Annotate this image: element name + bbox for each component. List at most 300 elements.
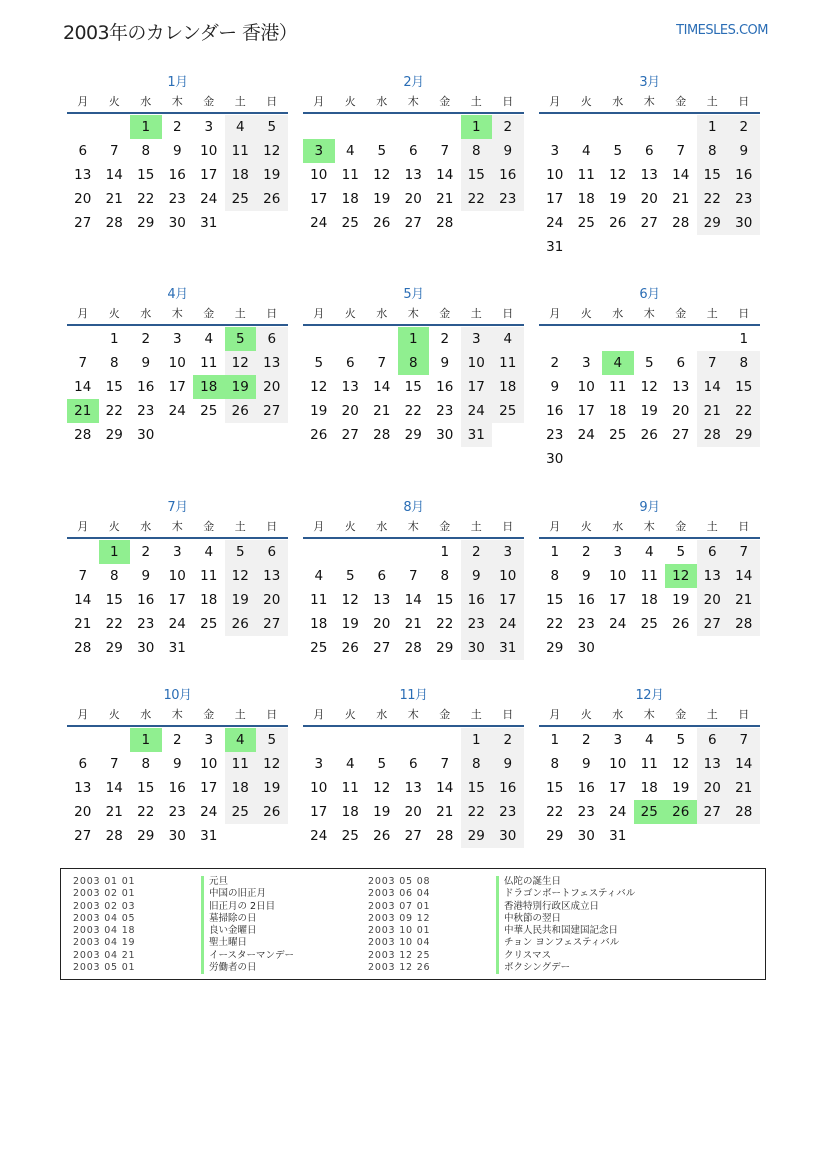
day-cell[interactable]: 27 bbox=[404, 215, 422, 231]
day-cell[interactable]: 26 bbox=[672, 616, 690, 632]
day-cell[interactable]: 21 bbox=[436, 191, 454, 207]
holiday-day-cell[interactable]: 1 bbox=[130, 728, 162, 752]
day-cell[interactable]: 26 bbox=[225, 399, 257, 423]
day-cell[interactable]: 3 bbox=[613, 732, 623, 748]
day-cell[interactable]: 2 bbox=[141, 331, 151, 347]
day-cell[interactable]: 28 bbox=[105, 215, 123, 231]
day-cell[interactable]: 19 bbox=[640, 403, 658, 419]
day-cell[interactable]: 5 bbox=[377, 756, 387, 772]
day-cell[interactable]: 9 bbox=[492, 752, 524, 776]
site-logo[interactable]: TIMESLES.COM bbox=[676, 23, 768, 38]
day-cell[interactable]: 23 bbox=[168, 191, 186, 207]
day-cell[interactable]: 24 bbox=[492, 612, 524, 636]
day-cell[interactable]: 12 bbox=[310, 379, 328, 395]
day-cell[interactable]: 8 bbox=[461, 752, 493, 776]
day-cell[interactable]: 4 bbox=[204, 331, 214, 347]
day-cell[interactable]: 22 bbox=[546, 616, 564, 632]
day-cell[interactable]: 13 bbox=[640, 167, 658, 183]
day-cell[interactable]: 24 bbox=[577, 427, 595, 443]
day-cell[interactable]: 16 bbox=[168, 780, 186, 796]
holiday-day-cell[interactable]: 1 bbox=[99, 540, 131, 564]
day-cell[interactable]: 4 bbox=[204, 544, 214, 560]
day-cell[interactable]: 26 bbox=[373, 828, 391, 844]
day-cell[interactable]: 16 bbox=[461, 588, 493, 612]
day-cell[interactable]: 21 bbox=[672, 191, 690, 207]
day-cell[interactable]: 25 bbox=[492, 399, 524, 423]
day-cell[interactable]: 17 bbox=[200, 167, 218, 183]
day-cell[interactable]: 20 bbox=[697, 588, 729, 612]
day-cell[interactable]: 4 bbox=[644, 544, 654, 560]
day-cell[interactable]: 12 bbox=[672, 756, 690, 772]
day-cell[interactable]: 29 bbox=[137, 828, 155, 844]
day-cell[interactable]: 10 bbox=[577, 379, 595, 395]
day-cell[interactable]: 20 bbox=[256, 588, 288, 612]
day-cell[interactable]: 5 bbox=[613, 143, 623, 159]
day-cell[interactable]: 15 bbox=[105, 592, 123, 608]
day-cell[interactable]: 16 bbox=[492, 163, 524, 187]
day-cell[interactable]: 3 bbox=[204, 119, 214, 135]
day-cell[interactable]: 3 bbox=[550, 143, 560, 159]
day-cell[interactable]: 9 bbox=[581, 756, 591, 772]
day-cell[interactable]: 29 bbox=[404, 427, 422, 443]
day-cell[interactable]: 23 bbox=[492, 800, 524, 824]
day-cell[interactable]: 14 bbox=[436, 780, 454, 796]
day-cell[interactable]: 18 bbox=[225, 776, 257, 800]
day-cell[interactable]: 1 bbox=[739, 331, 749, 347]
holiday-day-cell[interactable]: 4 bbox=[225, 728, 257, 752]
day-cell[interactable]: 7 bbox=[728, 728, 760, 752]
day-cell[interactable]: 19 bbox=[256, 163, 288, 187]
day-cell[interactable]: 31 bbox=[492, 636, 524, 660]
day-cell[interactable]: 12 bbox=[256, 139, 288, 163]
day-cell[interactable]: 2 bbox=[581, 732, 591, 748]
day-cell[interactable]: 22 bbox=[461, 800, 493, 824]
day-cell[interactable]: 16 bbox=[577, 592, 595, 608]
day-cell[interactable]: 16 bbox=[728, 163, 760, 187]
day-cell[interactable]: 22 bbox=[697, 187, 729, 211]
day-cell[interactable]: 27 bbox=[404, 828, 422, 844]
day-cell[interactable]: 10 bbox=[168, 568, 186, 584]
day-cell[interactable]: 27 bbox=[697, 800, 729, 824]
day-cell[interactable]: 6 bbox=[345, 355, 355, 371]
day-cell[interactable]: 6 bbox=[697, 728, 729, 752]
day-cell[interactable]: 10 bbox=[168, 355, 186, 371]
day-cell[interactable]: 3 bbox=[172, 544, 182, 560]
day-cell[interactable]: 2 bbox=[461, 540, 493, 564]
holiday-day-cell[interactable]: 5 bbox=[225, 327, 257, 351]
day-cell[interactable]: 22 bbox=[105, 616, 123, 632]
day-cell[interactable]: 23 bbox=[492, 187, 524, 211]
day-cell[interactable]: 26 bbox=[373, 215, 391, 231]
day-cell[interactable]: 29 bbox=[697, 211, 729, 235]
day-cell[interactable]: 17 bbox=[609, 592, 627, 608]
day-cell[interactable]: 1 bbox=[550, 544, 560, 560]
day-cell[interactable]: 13 bbox=[373, 592, 391, 608]
day-cell[interactable]: 30 bbox=[492, 824, 524, 848]
day-cell[interactable]: 2 bbox=[492, 728, 524, 752]
day-cell[interactable]: 17 bbox=[200, 780, 218, 796]
day-cell[interactable]: 28 bbox=[436, 215, 454, 231]
day-cell[interactable]: 24 bbox=[168, 616, 186, 632]
day-cell[interactable]: 14 bbox=[105, 780, 123, 796]
day-cell[interactable]: 16 bbox=[137, 379, 155, 395]
day-cell[interactable]: 26 bbox=[256, 800, 288, 824]
day-cell[interactable]: 14 bbox=[697, 375, 729, 399]
day-cell[interactable]: 13 bbox=[697, 752, 729, 776]
day-cell[interactable]: 24 bbox=[310, 215, 328, 231]
day-cell[interactable]: 20 bbox=[256, 375, 288, 399]
day-cell[interactable]: 24 bbox=[200, 804, 218, 820]
day-cell[interactable]: 21 bbox=[728, 776, 760, 800]
day-cell[interactable]: 20 bbox=[341, 403, 359, 419]
day-cell[interactable]: 27 bbox=[341, 427, 359, 443]
day-cell[interactable]: 29 bbox=[137, 215, 155, 231]
day-cell[interactable]: 26 bbox=[341, 640, 359, 656]
day-cell[interactable]: 5 bbox=[345, 568, 355, 584]
day-cell[interactable]: 11 bbox=[341, 167, 359, 183]
day-cell[interactable]: 24 bbox=[546, 215, 564, 231]
day-cell[interactable]: 6 bbox=[78, 756, 88, 772]
day-cell[interactable]: 25 bbox=[640, 616, 658, 632]
day-cell[interactable]: 9 bbox=[550, 379, 560, 395]
holiday-day-cell[interactable]: 26 bbox=[665, 800, 697, 824]
day-cell[interactable]: 7 bbox=[440, 143, 450, 159]
day-cell[interactable]: 8 bbox=[550, 568, 560, 584]
day-cell[interactable]: 29 bbox=[105, 640, 123, 656]
day-cell[interactable]: 13 bbox=[341, 379, 359, 395]
day-cell[interactable]: 28 bbox=[436, 828, 454, 844]
day-cell[interactable]: 21 bbox=[436, 804, 454, 820]
day-cell[interactable]: 3 bbox=[461, 327, 493, 351]
day-cell[interactable]: 26 bbox=[640, 427, 658, 443]
day-cell[interactable]: 11 bbox=[310, 592, 328, 608]
day-cell[interactable]: 8 bbox=[461, 139, 493, 163]
day-cell[interactable]: 30 bbox=[436, 427, 454, 443]
day-cell[interactable]: 22 bbox=[546, 804, 564, 820]
day-cell[interactable]: 14 bbox=[436, 167, 454, 183]
day-cell[interactable]: 24 bbox=[168, 403, 186, 419]
day-cell[interactable]: 25 bbox=[225, 187, 257, 211]
day-cell[interactable]: 15 bbox=[404, 379, 422, 395]
day-cell[interactable]: 29 bbox=[546, 828, 564, 844]
day-cell[interactable]: 27 bbox=[672, 427, 690, 443]
day-cell[interactable]: 19 bbox=[672, 780, 690, 796]
day-cell[interactable]: 4 bbox=[644, 732, 654, 748]
day-cell[interactable]: 3 bbox=[172, 331, 182, 347]
day-cell[interactable]: 16 bbox=[436, 379, 454, 395]
day-cell[interactable]: 6 bbox=[256, 540, 288, 564]
day-cell[interactable]: 19 bbox=[225, 588, 257, 612]
day-cell[interactable]: 13 bbox=[672, 379, 690, 395]
day-cell[interactable]: 3 bbox=[492, 540, 524, 564]
day-cell[interactable]: 1 bbox=[440, 544, 450, 560]
day-cell[interactable]: 10 bbox=[492, 564, 524, 588]
day-cell[interactable]: 11 bbox=[577, 167, 595, 183]
day-cell[interactable]: 11 bbox=[225, 752, 257, 776]
day-cell[interactable]: 20 bbox=[74, 804, 92, 820]
day-cell[interactable]: 12 bbox=[256, 752, 288, 776]
day-cell[interactable]: 30 bbox=[168, 828, 186, 844]
day-cell[interactable]: 17 bbox=[461, 375, 493, 399]
day-cell[interactable]: 13 bbox=[74, 167, 92, 183]
day-cell[interactable]: 27 bbox=[74, 215, 92, 231]
day-cell[interactable]: 7 bbox=[408, 568, 418, 584]
day-cell[interactable]: 2 bbox=[492, 115, 524, 139]
day-cell[interactable]: 12 bbox=[341, 592, 359, 608]
day-cell[interactable]: 23 bbox=[546, 427, 564, 443]
day-cell[interactable]: 9 bbox=[141, 568, 151, 584]
day-cell[interactable]: 29 bbox=[546, 640, 564, 656]
day-cell[interactable]: 30 bbox=[461, 636, 493, 660]
day-cell[interactable]: 18 bbox=[341, 804, 359, 820]
day-cell[interactable]: 14 bbox=[672, 167, 690, 183]
day-cell[interactable]: 30 bbox=[577, 640, 595, 656]
day-cell[interactable]: 21 bbox=[373, 403, 391, 419]
day-cell[interactable]: 14 bbox=[105, 167, 123, 183]
day-cell[interactable]: 24 bbox=[609, 616, 627, 632]
day-cell[interactable]: 24 bbox=[609, 804, 627, 820]
day-cell[interactable]: 20 bbox=[697, 776, 729, 800]
day-cell[interactable]: 15 bbox=[105, 379, 123, 395]
day-cell[interactable]: 10 bbox=[310, 780, 328, 796]
day-cell[interactable]: 6 bbox=[676, 355, 686, 371]
day-cell[interactable]: 30 bbox=[577, 828, 595, 844]
day-cell[interactable]: 12 bbox=[225, 351, 257, 375]
day-cell[interactable]: 17 bbox=[168, 592, 186, 608]
day-cell[interactable]: 7 bbox=[377, 355, 387, 371]
day-cell[interactable]: 9 bbox=[172, 143, 182, 159]
holiday-day-cell[interactable]: 1 bbox=[130, 115, 162, 139]
day-cell[interactable]: 20 bbox=[74, 191, 92, 207]
day-cell[interactable]: 22 bbox=[137, 191, 155, 207]
day-cell[interactable]: 30 bbox=[137, 640, 155, 656]
day-cell[interactable]: 11 bbox=[225, 139, 257, 163]
day-cell[interactable]: 18 bbox=[640, 592, 658, 608]
day-cell[interactable]: 6 bbox=[408, 143, 418, 159]
day-cell[interactable]: 22 bbox=[404, 403, 422, 419]
holiday-day-cell[interactable]: 19 bbox=[225, 375, 257, 399]
day-cell[interactable]: 19 bbox=[256, 776, 288, 800]
day-cell[interactable]: 31 bbox=[200, 828, 218, 844]
day-cell[interactable]: 3 bbox=[314, 756, 324, 772]
day-cell[interactable]: 13 bbox=[404, 167, 422, 183]
day-cell[interactable]: 17 bbox=[168, 379, 186, 395]
day-cell[interactable]: 8 bbox=[141, 143, 151, 159]
day-cell[interactable]: 2 bbox=[728, 115, 760, 139]
day-cell[interactable]: 26 bbox=[310, 427, 328, 443]
day-cell[interactable]: 20 bbox=[672, 403, 690, 419]
day-cell[interactable]: 7 bbox=[697, 351, 729, 375]
day-cell[interactable]: 27 bbox=[74, 828, 92, 844]
day-cell[interactable]: 21 bbox=[74, 616, 92, 632]
day-cell[interactable]: 31 bbox=[168, 640, 186, 656]
day-cell[interactable]: 8 bbox=[728, 351, 760, 375]
day-cell[interactable]: 5 bbox=[676, 544, 686, 560]
day-cell[interactable]: 7 bbox=[676, 143, 686, 159]
day-cell[interactable]: 1 bbox=[697, 115, 729, 139]
day-cell[interactable]: 8 bbox=[109, 355, 119, 371]
day-cell[interactable]: 1 bbox=[550, 732, 560, 748]
day-cell[interactable]: 10 bbox=[609, 568, 627, 584]
day-cell[interactable]: 2 bbox=[172, 119, 182, 135]
day-cell[interactable]: 17 bbox=[310, 804, 328, 820]
day-cell[interactable]: 14 bbox=[74, 379, 92, 395]
day-cell[interactable]: 31 bbox=[609, 828, 627, 844]
day-cell[interactable]: 2 bbox=[440, 331, 450, 347]
day-cell[interactable]: 29 bbox=[105, 427, 123, 443]
day-cell[interactable]: 6 bbox=[377, 568, 387, 584]
day-cell[interactable]: 31 bbox=[200, 215, 218, 231]
day-cell[interactable]: 23 bbox=[577, 804, 595, 820]
day-cell[interactable]: 10 bbox=[461, 351, 493, 375]
day-cell[interactable]: 3 bbox=[204, 732, 214, 748]
day-cell[interactable]: 28 bbox=[728, 800, 760, 824]
day-cell[interactable]: 6 bbox=[697, 540, 729, 564]
day-cell[interactable]: 15 bbox=[436, 592, 454, 608]
day-cell[interactable]: 12 bbox=[225, 564, 257, 588]
day-cell[interactable]: 3 bbox=[581, 355, 591, 371]
day-cell[interactable]: 19 bbox=[341, 616, 359, 632]
day-cell[interactable]: 15 bbox=[137, 167, 155, 183]
day-cell[interactable]: 28 bbox=[74, 427, 92, 443]
day-cell[interactable]: 25 bbox=[200, 403, 218, 419]
day-cell[interactable]: 26 bbox=[609, 215, 627, 231]
day-cell[interactable]: 11 bbox=[200, 568, 218, 584]
day-cell[interactable]: 23 bbox=[461, 612, 493, 636]
holiday-day-cell[interactable]: 3 bbox=[303, 139, 335, 163]
day-cell[interactable]: 23 bbox=[137, 403, 155, 419]
day-cell[interactable]: 1 bbox=[461, 728, 493, 752]
day-cell[interactable]: 28 bbox=[697, 423, 729, 447]
day-cell[interactable]: 14 bbox=[728, 752, 760, 776]
day-cell[interactable]: 25 bbox=[577, 215, 595, 231]
holiday-day-cell[interactable]: 25 bbox=[634, 800, 666, 824]
day-cell[interactable]: 15 bbox=[546, 780, 564, 796]
day-cell[interactable]: 31 bbox=[461, 423, 493, 447]
day-cell[interactable]: 5 bbox=[676, 732, 686, 748]
day-cell[interactable]: 2 bbox=[550, 355, 560, 371]
day-cell[interactable]: 30 bbox=[546, 451, 564, 467]
day-cell[interactable]: 25 bbox=[341, 215, 359, 231]
day-cell[interactable]: 11 bbox=[492, 351, 524, 375]
day-cell[interactable]: 7 bbox=[78, 568, 88, 584]
day-cell[interactable]: 14 bbox=[74, 592, 92, 608]
day-cell[interactable]: 9 bbox=[728, 139, 760, 163]
day-cell[interactable]: 28 bbox=[74, 640, 92, 656]
day-cell[interactable]: 12 bbox=[609, 167, 627, 183]
day-cell[interactable]: 5 bbox=[256, 115, 288, 139]
day-cell[interactable]: 14 bbox=[373, 379, 391, 395]
day-cell[interactable]: 25 bbox=[310, 640, 328, 656]
day-cell[interactable]: 18 bbox=[225, 163, 257, 187]
day-cell[interactable]: 13 bbox=[74, 780, 92, 796]
day-cell[interactable]: 19 bbox=[310, 403, 328, 419]
day-cell[interactable]: 10 bbox=[200, 756, 218, 772]
day-cell[interactable]: 2 bbox=[141, 544, 151, 560]
day-cell[interactable]: 8 bbox=[141, 756, 151, 772]
day-cell[interactable]: 25 bbox=[341, 828, 359, 844]
day-cell[interactable]: 14 bbox=[404, 592, 422, 608]
day-cell[interactable]: 10 bbox=[310, 167, 328, 183]
day-cell[interactable]: 27 bbox=[373, 640, 391, 656]
day-cell[interactable]: 20 bbox=[404, 191, 422, 207]
day-cell[interactable]: 15 bbox=[461, 163, 493, 187]
day-cell[interactable]: 29 bbox=[461, 824, 493, 848]
day-cell[interactable]: 24 bbox=[310, 828, 328, 844]
day-cell[interactable]: 13 bbox=[256, 564, 288, 588]
day-cell[interactable]: 16 bbox=[492, 776, 524, 800]
day-cell[interactable]: 16 bbox=[577, 780, 595, 796]
day-cell[interactable]: 21 bbox=[697, 399, 729, 423]
day-cell[interactable]: 10 bbox=[546, 167, 564, 183]
day-cell[interactable]: 5 bbox=[377, 143, 387, 159]
day-cell[interactable]: 4 bbox=[314, 568, 324, 584]
holiday-day-cell[interactable]: 1 bbox=[461, 115, 493, 139]
day-cell[interactable]: 20 bbox=[640, 191, 658, 207]
day-cell[interactable]: 12 bbox=[373, 780, 391, 796]
day-cell[interactable]: 12 bbox=[640, 379, 658, 395]
holiday-day-cell[interactable]: 21 bbox=[67, 399, 99, 423]
day-cell[interactable]: 30 bbox=[137, 427, 155, 443]
day-cell[interactable]: 6 bbox=[408, 756, 418, 772]
day-cell[interactable]: 6 bbox=[78, 143, 88, 159]
day-cell[interactable]: 8 bbox=[109, 568, 119, 584]
day-cell[interactable]: 23 bbox=[577, 616, 595, 632]
day-cell[interactable]: 30 bbox=[728, 211, 760, 235]
day-cell[interactable]: 7 bbox=[109, 143, 119, 159]
day-cell[interactable]: 16 bbox=[546, 403, 564, 419]
day-cell[interactable]: 23 bbox=[137, 616, 155, 632]
day-cell[interactable]: 5 bbox=[644, 355, 654, 371]
day-cell[interactable]: 25 bbox=[609, 427, 627, 443]
day-cell[interactable]: 6 bbox=[256, 327, 288, 351]
day-cell[interactable]: 17 bbox=[577, 403, 595, 419]
day-cell[interactable]: 27 bbox=[256, 399, 288, 423]
holiday-day-cell[interactable]: 4 bbox=[602, 351, 634, 375]
day-cell[interactable]: 20 bbox=[404, 804, 422, 820]
day-cell[interactable]: 2 bbox=[172, 732, 182, 748]
day-cell[interactable]: 30 bbox=[168, 215, 186, 231]
day-cell[interactable]: 24 bbox=[200, 191, 218, 207]
day-cell[interactable]: 23 bbox=[168, 804, 186, 820]
day-cell[interactable]: 4 bbox=[581, 143, 591, 159]
day-cell[interactable]: 19 bbox=[373, 804, 391, 820]
day-cell[interactable]: 24 bbox=[461, 399, 493, 423]
day-cell[interactable]: 15 bbox=[137, 780, 155, 796]
day-cell[interactable]: 20 bbox=[373, 616, 391, 632]
day-cell[interactable]: 7 bbox=[440, 756, 450, 772]
day-cell[interactable]: 27 bbox=[256, 612, 288, 636]
day-cell[interactable]: 10 bbox=[609, 756, 627, 772]
day-cell[interactable]: 26 bbox=[225, 612, 257, 636]
day-cell[interactable]: 1 bbox=[109, 331, 119, 347]
day-cell[interactable]: 15 bbox=[546, 592, 564, 608]
day-cell[interactable]: 21 bbox=[404, 616, 422, 632]
day-cell[interactable]: 7 bbox=[78, 355, 88, 371]
day-cell[interactable]: 28 bbox=[672, 215, 690, 231]
day-cell[interactable]: 9 bbox=[461, 564, 493, 588]
day-cell[interactable]: 6 bbox=[644, 143, 654, 159]
day-cell[interactable]: 9 bbox=[172, 756, 182, 772]
day-cell[interactable]: 2 bbox=[581, 544, 591, 560]
holiday-day-cell[interactable]: 1 bbox=[398, 327, 430, 351]
day-cell[interactable]: 13 bbox=[404, 780, 422, 796]
day-cell[interactable]: 11 bbox=[341, 780, 359, 796]
day-cell[interactable]: 21 bbox=[105, 191, 123, 207]
day-cell[interactable]: 28 bbox=[404, 640, 422, 656]
day-cell[interactable]: 8 bbox=[550, 756, 560, 772]
day-cell[interactable]: 22 bbox=[436, 616, 454, 632]
